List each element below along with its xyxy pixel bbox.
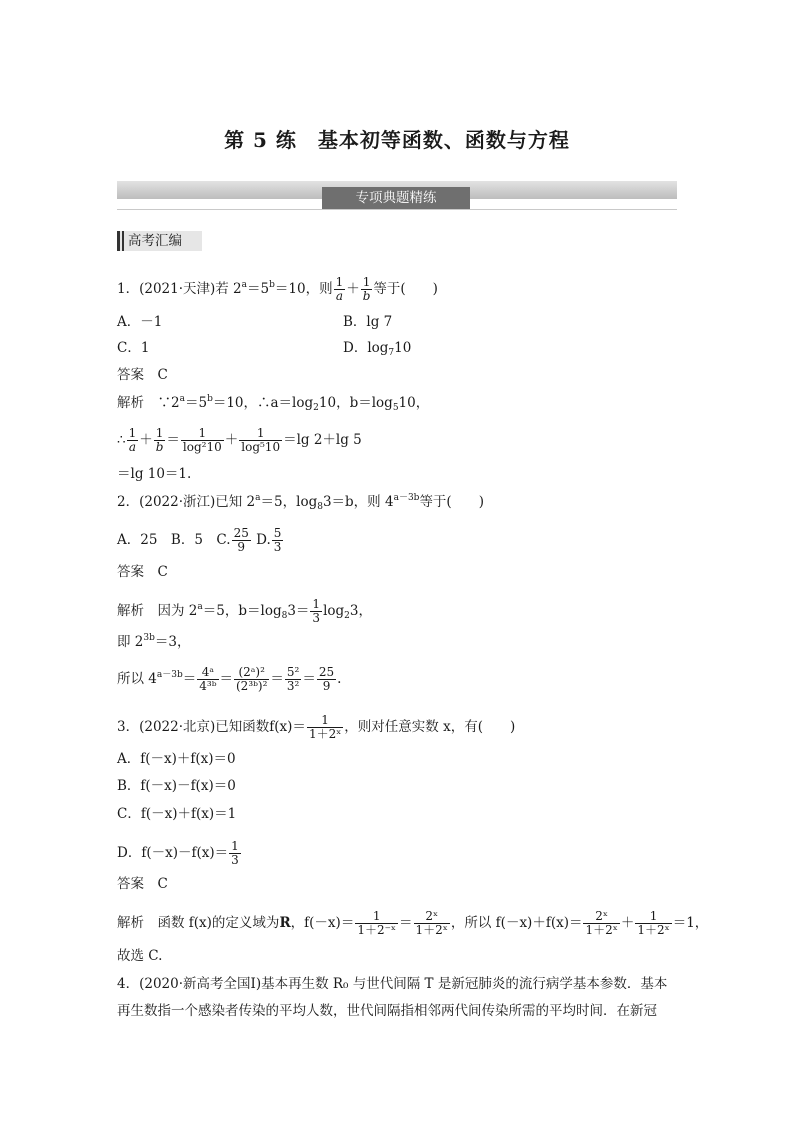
fraction: $\frac{1}{\text{1＋2⁻ˣ}}$	[357, 909, 397, 937]
section-tag-label: 高考汇编	[128, 233, 182, 249]
q2-analysis-line2: 即 $2^{3b}=3$，	[117, 633, 191, 650]
fraction: $\frac{\text{4ᵃ}}{\text{4³ᵇ}}$	[199, 665, 217, 693]
q2-analysis-line1: 解析 因为 $2^a=5$，$b=\log_83=$ $\frac{1}{3}$ $\log_23$，	[117, 597, 372, 625]
section-tag	[117, 231, 202, 251]
q3-option-d: D．f(－x)－f(x)＝ $\frac{1}{3}$	[117, 839, 239, 867]
q3-option-a: A．f(－x)＋f(x)＝0	[117, 751, 236, 767]
q3-analysis-line2: 故选 C.	[117, 948, 163, 964]
fraction: $\frac{1}{3}$	[231, 839, 239, 867]
banner-label: 专项典题精练	[322, 187, 470, 209]
q3-answer: 答案 C	[117, 876, 168, 892]
fraction: $\frac{25}{9}$	[318, 665, 335, 693]
section-tag-bar	[122, 231, 124, 251]
fraction: $\frac{1}{\text{1＋2ˣ}}$	[637, 909, 670, 937]
fraction: $\frac{1}{\text{1＋2ˣ}}$	[308, 713, 342, 741]
fraction: $\frac{5}{3}$	[273, 526, 282, 554]
q1-option-b: B．lg 7	[343, 314, 393, 330]
q1-option-a: A．－1	[117, 314, 163, 330]
q2-answer: 答案 C	[117, 564, 168, 580]
q1-option-c: C．1	[117, 340, 150, 356]
q3-option-c: C．f(－x)＋f(x)＝1	[117, 806, 237, 822]
fraction: $\frac{1}{a}$	[335, 275, 344, 303]
fraction: $\frac{1}{\text{log²10}}$	[182, 426, 222, 454]
fraction: $\frac{\text{2ˣ}}{\text{1＋2ˣ}}$	[415, 909, 448, 937]
fraction: $\frac{1}{a}$	[128, 426, 137, 454]
section-tag-bar	[117, 231, 120, 251]
q3-stem: 3．(2022·北京)已知函数f(x)＝ $\frac{1}{\text{1＋2ˣ}}$ ，则对任意实数 x，有( )	[117, 713, 516, 741]
q3-analysis-line1: 解析 函数 f(x)的定义域为R，f(－x)＝ $\frac{1}{\text{1＋2⁻ˣ}}$ ＝ $\frac{\text{2ˣ}}{\text{1＋2ˣ}}$ ，所以 f(－x)＋f(x)＝ $\frac{\text{2ˣ}}{\text{1＋2ˣ}}$ ＋ $\frac{1}{\text{1＋2ˣ}}$ ＝1，	[117, 909, 709, 937]
q2-options: A．25 B．5 C. $\frac{25}{9}$ D. $\frac{5}{3}$	[117, 526, 282, 554]
q1-analysis-line3: ＝lg 10＝1.	[117, 466, 192, 482]
page-title: 第 5 练 基本初等函数、函数与方程	[224, 128, 570, 152]
fraction: $\frac{1}{b}$	[155, 426, 164, 454]
fraction: $\frac{25}{9}$	[233, 526, 249, 554]
fraction: $\frac{1}{3}$	[312, 597, 321, 625]
q1-answer: 答案 C	[117, 367, 168, 383]
q2-analysis-line3: 所以 $4^{a-3b}=$ $\frac{\text{4ᵃ}}{\text{4³ᵇ}}$ ＝ $\frac{\text{(2ᵃ)²}}{\text{(2³ᵇ)²}}$ ＝ $\frac{\text{5²}}{\text{3²}}$ ＝ $\frac{25}{9}$ .	[117, 665, 342, 693]
q1-option-d: D．$\log_710$	[343, 340, 412, 358]
q2-stem: 2．(2022·浙江)已知 $2^a=5$，$\log_83=b$，则 $4^{a-3b}$等于( )	[117, 493, 484, 512]
fraction: $\frac{\text{(2ᵃ)²}}{\text{(2³ᵇ)²}}$	[236, 665, 268, 693]
fraction: $\frac{\text{5²}}{\text{3²}}$	[286, 665, 300, 693]
q4-stem-line2: 再生数指一个感染者传染的平均人数，世代间隔指相邻两代间传染所需的平均时间．在新冠	[117, 1003, 657, 1019]
fraction: $\frac{1}{b}$	[362, 275, 371, 303]
q3-option-b: B．f(－x)－f(x)＝0	[117, 778, 236, 794]
fraction: $\frac{\text{2ˣ}}{\text{1＋2ˣ}}$	[585, 909, 618, 937]
banner-divider	[117, 209, 677, 210]
q1-analysis-line2: ∴ $\frac{1}{a}$ ＋ $\frac{1}{b}$ ＝ $\frac{1}{\text{log²10}}$ ＋ $\frac{1}{\text{log⁵10}}$ ＝lg 2＋lg 5	[117, 426, 362, 454]
q4-stem-line1: 4．(2020·新高考全国Ⅰ)基本再生数 R₀ 与世代间隔 T 是新冠肺炎的流行病学基本参数．基本	[117, 976, 668, 992]
q1-analysis-line1: 解析 $\because 2^a=5^b=10$，$\therefore a=\log_210$，$b=\log_510$，	[117, 394, 430, 413]
q1-stem: 1．(2021·天津)若 $2^a=5^b=10$，则 $\frac{1}{a}$ ＋ $\frac{1}{b}$ 等于( )	[117, 275, 438, 303]
fraction: $\frac{1}{\text{log⁵10}}$	[241, 426, 281, 454]
